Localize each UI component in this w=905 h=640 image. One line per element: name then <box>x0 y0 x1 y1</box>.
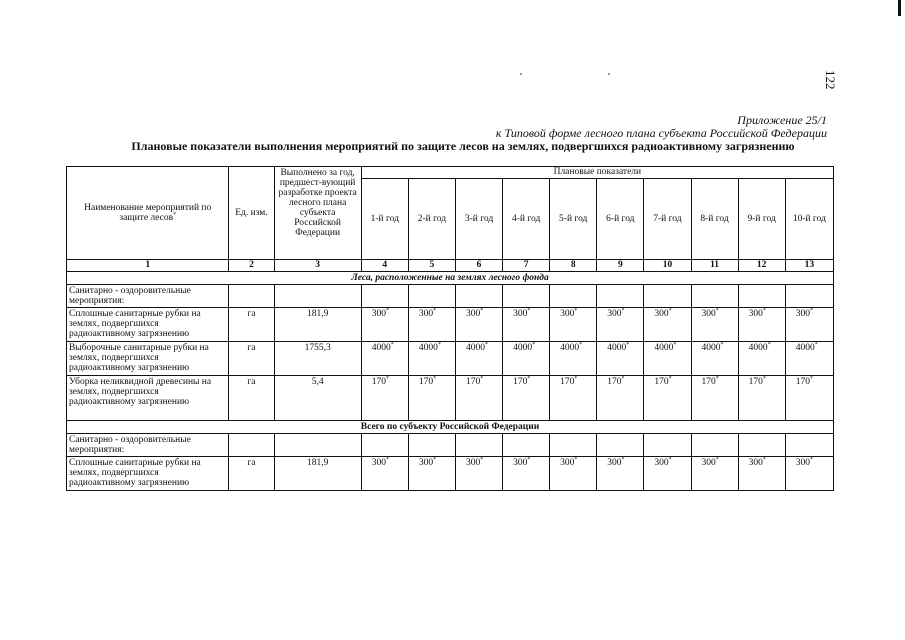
footnote-mark: * <box>433 375 437 382</box>
planned-value-cell <box>455 285 502 308</box>
planned-value: 300 <box>701 309 716 319</box>
planned-value-cell <box>644 457 691 491</box>
planned-value: 170 <box>513 377 528 387</box>
unit-cell: га <box>229 376 274 421</box>
footnote-mark: * <box>809 375 813 382</box>
table-row <box>67 308 834 342</box>
planned-value-cell <box>644 285 691 308</box>
column-number: 12 <box>738 260 785 272</box>
planned-value-cell <box>503 376 550 421</box>
planned-value-cell <box>503 285 550 308</box>
footnote-mark: * <box>809 456 813 463</box>
planned-value-cell <box>644 376 691 421</box>
footnote-mark: * <box>809 307 813 314</box>
planned-value: 300 <box>513 309 528 319</box>
planned-value-cell <box>785 376 833 421</box>
header-year-3: 3-й год <box>455 179 502 260</box>
planned-value: 300 <box>560 458 575 468</box>
planned-value: 300 <box>654 458 669 468</box>
planned-value-cell <box>455 376 502 421</box>
planned-value-cell <box>785 308 833 342</box>
section-title: Леса, расположенные на землях лесного фонда <box>67 272 834 285</box>
planned-value-cell <box>361 342 408 376</box>
planned-value-cell <box>738 308 785 342</box>
activity-name-cell: Сплошные санитарные рубки на землях, подвергшихся радиоактивному загрязнению <box>67 457 229 491</box>
planned-value: 170 <box>418 377 434 387</box>
planned-value-cell <box>550 457 597 491</box>
table-body <box>67 260 834 491</box>
footnote-mark: * <box>385 456 389 463</box>
header-year-7: 7-й год <box>644 179 691 260</box>
planned-value: 4000 <box>418 343 438 353</box>
planned-value: 4000 <box>513 343 533 353</box>
planned-value: 300 <box>418 458 434 468</box>
appendix-reference: к Типовой форме лесного плана субъекта Российской Федерации <box>495 126 827 140</box>
footnote-mark: * <box>814 341 818 348</box>
previous-year-value-cell: 181,9 <box>274 308 361 342</box>
unit-cell: га <box>229 457 274 491</box>
previous-year-value-cell <box>274 434 361 457</box>
footnote-mark: * <box>385 375 389 382</box>
column-numbers-row <box>67 260 834 272</box>
planned-value-cell <box>361 434 408 457</box>
column-number: 2 <box>229 260 274 272</box>
planned-value-cell <box>785 285 833 308</box>
planned-value-cell <box>503 457 550 491</box>
planned-value-cell <box>597 285 644 308</box>
planned-value-cell <box>597 308 644 342</box>
planned-value-cell <box>408 376 455 421</box>
planned-value: 4000 <box>748 343 768 353</box>
planned-value: 300 <box>418 309 434 319</box>
column-number: 4 <box>361 260 408 272</box>
planned-value-cell <box>361 285 408 308</box>
table-row <box>67 434 834 457</box>
footnote-mark: * <box>574 456 578 463</box>
table-row <box>67 376 834 421</box>
unit-cell <box>229 434 274 457</box>
column-number: 13 <box>785 260 833 272</box>
planned-value-cell <box>550 285 597 308</box>
footnote-mark: * <box>385 307 389 314</box>
footnote-mark: * <box>715 456 719 463</box>
planned-value: 300 <box>607 458 622 468</box>
table-row <box>67 457 834 491</box>
footnote-mark: * <box>480 307 484 314</box>
activity-name-cell: Сплошные санитарные рубки на землях, подвергшихся радиоактивному загрязнению <box>67 308 229 342</box>
planned-value-cell <box>691 308 738 342</box>
document-title: Плановые показатели выполнения мероприятий по защите лесов на землях, подвергшихся радиоактивному загрязнению <box>131 139 795 153</box>
header-activity-name: Наименование мероприятий по защите лесов* <box>67 167 229 260</box>
planned-value: 4000 <box>371 343 391 353</box>
planned-value: 300 <box>513 458 528 468</box>
footnote-mark: * <box>767 341 771 348</box>
footnote-mark: * <box>532 341 536 348</box>
header-year-2: 2-й год <box>408 179 455 260</box>
footnote-mark: * <box>437 341 441 348</box>
column-number: 11 <box>691 260 738 272</box>
planned-value: 300 <box>748 458 763 468</box>
header-year-6: 6-й год <box>597 179 644 260</box>
planned-value-cell <box>597 434 644 457</box>
planned-value: 300 <box>748 309 763 319</box>
previous-year-value-cell <box>274 285 361 308</box>
forest-protection-plan-table <box>66 166 834 491</box>
planned-value-cell <box>550 342 597 376</box>
footnote-mark: * <box>484 341 488 348</box>
planned-value-cell <box>361 457 408 491</box>
footnote-mark: * <box>762 307 766 314</box>
planned-value: 300 <box>560 309 575 319</box>
activity-name-cell: Санитарно - оздоровительные мероприятия: <box>67 285 229 308</box>
previous-year-value-cell: 181,9 <box>274 457 361 491</box>
footnote-mark: * <box>433 307 437 314</box>
planned-value: 300 <box>465 309 481 319</box>
column-number: 9 <box>597 260 644 272</box>
planned-value-cell <box>691 376 738 421</box>
footnote-mark: * <box>720 341 724 348</box>
planned-value: 300 <box>465 458 481 468</box>
unit-cell: га <box>229 342 274 376</box>
planned-value-cell <box>361 308 408 342</box>
footnote-mark: * <box>668 375 672 382</box>
planned-value-cell <box>597 376 644 421</box>
planned-value-cell <box>550 376 597 421</box>
table-row <box>67 285 834 308</box>
planned-value-cell <box>408 342 455 376</box>
column-number: 1 <box>67 260 229 272</box>
planned-value: 170 <box>560 377 575 387</box>
footnote-mark: * <box>480 375 484 382</box>
footnote-mark: * <box>574 375 578 382</box>
column-number: 5 <box>408 260 455 272</box>
planned-value: 170 <box>371 377 386 387</box>
planned-value: 300 <box>795 458 810 468</box>
planned-value-cell <box>738 376 785 421</box>
planned-value-cell <box>738 457 785 491</box>
planned-value: 4000 <box>795 343 815 353</box>
activity-name-cell: Уборка неликвидной древесины на землях, подвергшихся радиоактивному загрязнению <box>67 376 229 421</box>
column-number: 10 <box>644 260 691 272</box>
planned-value-cell <box>691 285 738 308</box>
planned-value-cell <box>408 434 455 457</box>
planned-value: 4000 <box>654 343 674 353</box>
planned-value: 4000 <box>560 343 580 353</box>
footnote-mark: * <box>579 341 583 348</box>
footnote-mark: * <box>527 307 531 314</box>
unit-cell <box>229 285 274 308</box>
activity-name-cell: Санитарно - оздоровительные мероприятия: <box>67 434 229 457</box>
footnote-mark: * <box>433 456 437 463</box>
scan-speck <box>608 73 610 75</box>
column-number: 3 <box>274 260 361 272</box>
planned-value-cell <box>644 342 691 376</box>
scan-speck <box>520 73 522 75</box>
planned-value-cell <box>455 342 502 376</box>
planned-value-cell <box>408 457 455 491</box>
planned-value-cell <box>408 308 455 342</box>
planned-value: 300 <box>795 309 810 319</box>
planned-value: 4000 <box>701 343 721 353</box>
planned-value-cell <box>503 434 550 457</box>
planned-value-cell <box>597 457 644 491</box>
planned-value-cell <box>361 376 408 421</box>
table-row <box>67 342 834 376</box>
header-previous-year-done: Выполнено за год, предшест-вующий разработке проекта лесного плана субъекта Российской Федерации <box>274 167 361 260</box>
column-number: 7 <box>503 260 550 272</box>
planned-value-cell <box>785 434 833 457</box>
footnote-mark: * <box>480 456 484 463</box>
planned-value-cell <box>455 434 502 457</box>
footnote-mark: * <box>621 456 625 463</box>
planned-value: 4000 <box>607 343 627 353</box>
header-year-8: 8-й год <box>691 179 738 260</box>
planned-value-cell <box>691 457 738 491</box>
planned-value-cell <box>691 434 738 457</box>
planned-value-cell <box>738 434 785 457</box>
footnote-mark: * <box>668 307 672 314</box>
footnote-mark: * <box>621 307 625 314</box>
page-number: 122 <box>823 70 838 90</box>
planned-value-cell <box>738 285 785 308</box>
planned-value-cell <box>785 342 833 376</box>
planned-value: 170 <box>607 377 622 387</box>
header-unit: Ед. изм. <box>229 167 274 260</box>
scan-edge-mark <box>898 0 901 16</box>
planned-value-cell <box>408 285 455 308</box>
planned-value: 170 <box>795 377 810 387</box>
footnote-mark: * <box>673 341 677 348</box>
footnote-mark: * <box>715 307 719 314</box>
planned-value: 170 <box>701 377 716 387</box>
column-number: 8 <box>550 260 597 272</box>
footnote-mark: * <box>621 375 625 382</box>
planned-value-cell <box>785 457 833 491</box>
planned-value: 300 <box>371 458 386 468</box>
planned-value-cell <box>597 342 644 376</box>
footnote-mark: * <box>574 307 578 314</box>
previous-year-value-cell: 5,4 <box>274 376 361 421</box>
header-year-1: 1-й год <box>361 179 408 260</box>
footnote-mark: * <box>527 375 531 382</box>
planned-value: 170 <box>654 377 669 387</box>
planned-value-cell <box>644 308 691 342</box>
planned-value-cell <box>550 434 597 457</box>
planned-value-cell <box>644 434 691 457</box>
header-year-5: 5-й год <box>550 179 597 260</box>
planned-value-cell <box>455 308 502 342</box>
planned-value: 300 <box>654 309 669 319</box>
planned-value: 300 <box>701 458 716 468</box>
planned-value: 170 <box>465 377 481 387</box>
footnote-mark: * <box>626 341 630 348</box>
header-planned-indicators: Плановые показатели <box>361 167 833 179</box>
section-row <box>67 272 834 285</box>
planned-value: 300 <box>371 309 386 319</box>
planned-value: 170 <box>748 377 763 387</box>
footnote-mark: * <box>527 456 531 463</box>
footnote-mark: * <box>762 375 766 382</box>
planned-value-cell <box>550 308 597 342</box>
footnote-mark: * <box>715 375 719 382</box>
header-year-4: 4-й год <box>503 179 550 260</box>
planned-value: 4000 <box>465 343 485 353</box>
footnote-mark: * <box>668 456 672 463</box>
previous-year-value-cell: 1755,3 <box>274 342 361 376</box>
column-number: 6 <box>455 260 502 272</box>
header-year-10: 10-й год <box>785 179 833 260</box>
activity-name-cell: Выборочные санитарные рубки на землях, подвергшихся радиоактивному загрязнению <box>67 342 229 376</box>
planned-value: 300 <box>607 309 622 319</box>
footnote-mark: * <box>762 456 766 463</box>
header-year-9: 9-й год <box>738 179 785 260</box>
planned-value-cell <box>455 457 502 491</box>
planned-value-cell <box>738 342 785 376</box>
section-row <box>67 421 834 434</box>
footnote-mark: * <box>390 341 394 348</box>
section-title: Всего по субъекту Российской Федерации <box>67 421 834 434</box>
planned-value-cell <box>503 342 550 376</box>
appendix-label: Приложение 25/1 <box>737 113 827 127</box>
planned-value-cell <box>691 342 738 376</box>
planned-value-cell <box>503 308 550 342</box>
unit-cell: га <box>229 308 274 342</box>
